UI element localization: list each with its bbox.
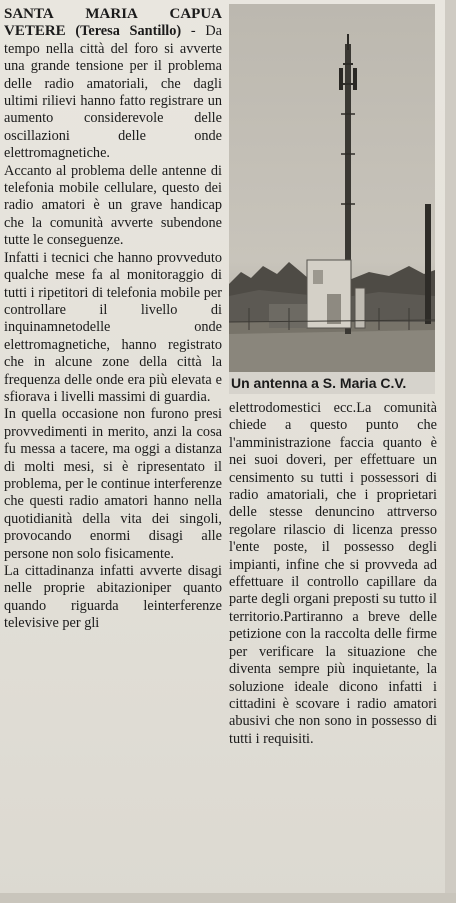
page-edge-bottom	[0, 893, 456, 903]
page-edge-right	[445, 0, 456, 903]
article-paragraph-5: La cittadinanza infatti avverte disagi nelle proprie abitazioniper quanto quando riguarda leinterferenze televisive per gli	[4, 563, 222, 632]
photo-caption: Un antenna a S. Maria C.V.	[229, 372, 435, 394]
article-paragraph-3: Infatti i tecnici che hanno provveduto qualche mese fa al monitoraggio di tutti i ripetitori di telefonia mobile per controllare il livello di inquinamnetodelle onde elettromagnetiche, hanno registrato che in alcune zone della città la frequenza delle onde era più elevata e sfiorava i livelli massimi di guardia.	[4, 249, 222, 405]
article-lead-paragraph	[4, 6, 222, 163]
article-paragraph-4: In quella occasione non furono presi provvedimenti in merito, anzi la cosa fu messa a tacere, ma oggi a distanza di molti mesi, si è ripresentato il problema, per le continue interferenze che questi radio amatori hanno nella quotidianità della vita dei singoli, provocando enormi disagi alle persone non solo fisicamente.	[4, 406, 222, 562]
article-lead-text: - Da tempo nella città del foro si avverte una grande tensione per il problema delle radio amatoriali, che dagli ultimi rilievi hanno fatto registrare un aumento considerevole delle oscillazioni delle onde elettromagnetiche.	[4, 23, 222, 162]
article-left-column	[4, 6, 222, 633]
article-paragraph-6: elettrodomestici ecc.La comunità chiede a questo punto che l'amministrazione faccia quanto è nei suoi doveri, per effettuare un censimento su tutti i possessori di radio amatoriali, che i proprietari delle stesse denuncino attrverso regolare rilascio di licenza presso l'ente poste, il possesso degli impianti, infine che si provveda ad effettuare il controllo capillare da parte degli organi preposti su tutto il territorio.Partiranno a breve delle petizione con la raccolta delle firme per verificare la situazione che diventa sempre più inquietante, la soluzione ideale dicono infatti i cittadini è scovare i radio amatori abusivi che non sono in possesso di tutti i requisiti.	[229, 400, 437, 747]
antenna-photo	[229, 4, 435, 372]
article-right-column	[229, 400, 437, 748]
article-paragraph-2: Accanto al problema delle antenne di telefonia mobile cellulare, questo dei radio amatori è un grave handicap che la comunità avverte subendone tutte le conseguenze.	[4, 162, 222, 249]
article-byline: (Teresa Santillo)	[75, 23, 182, 40]
article-headline: SANTA MARIA CAPUA VETERE	[4, 6, 222, 40]
antenna-photo-image	[229, 4, 435, 372]
